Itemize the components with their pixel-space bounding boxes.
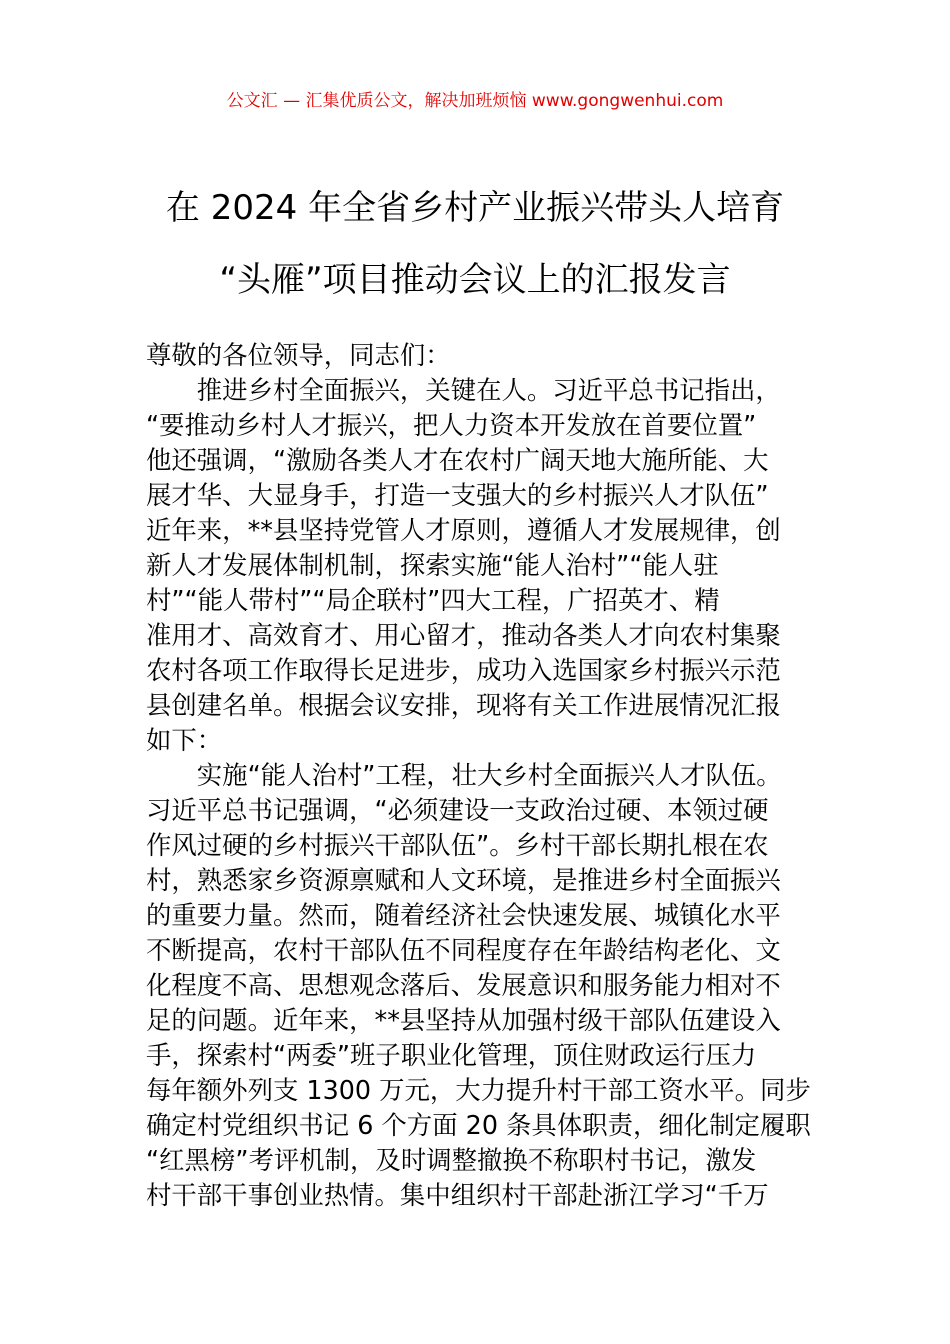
body-line: 实施“能人治村”工程，壮大乡村全面振兴人才队伍。 bbox=[146, 760, 782, 790]
body-line: 作风过硬的乡村振兴干部队伍”。乡村干部长期扎根在农 bbox=[146, 830, 769, 860]
body-line: 习近平总书记强调，“必须建设一支政治过硬、本领过硬 bbox=[146, 795, 769, 825]
body-line: 村干部干事创业热情。集中组织村干部赴浙江学习“千万 bbox=[146, 1180, 769, 1210]
body-line: 准用才、高效育才、用心留才，推动各类人才向农村集聚 bbox=[146, 620, 781, 650]
body-line: 不断提高，农村干部队伍不同程度存在年龄结构老化、文 bbox=[146, 935, 781, 965]
body-line: 每年额外列支 1300 万元，大力提升村干部工资水平。同步 bbox=[146, 1075, 811, 1105]
body-line: 手，探索村“两委”班子职业化管理，顶住财政运行压力 bbox=[146, 1040, 757, 1070]
body-line: 足的问题。近年来，**县坚持从加强村级干部队伍建设入 bbox=[146, 1005, 781, 1035]
body-line: 确定村党组织书记 6 个方面 20 条具体职责，细化制定履职 bbox=[146, 1110, 811, 1140]
body-line: 推进乡村全面振兴，关键在人。习近平总书记指出， bbox=[146, 375, 781, 405]
body-line: 农村各项工作取得长足进步，成功入选国家乡村振兴示范 bbox=[146, 655, 781, 685]
body-line: 如下： bbox=[146, 725, 223, 755]
document-body bbox=[146, 338, 816, 1213]
body-line: 他还强调，“激励各类人才在农村广阔天地大施所能、大 bbox=[146, 445, 769, 475]
body-line: “要推动乡村人才振兴，把人力资本开发放在首要位置” bbox=[146, 410, 757, 440]
body-line: 的重要力量。然而，随着经济社会快速发展、城镇化水平 bbox=[146, 900, 781, 930]
body-line: 化程度不高、思想观念落后、发展意识和服务能力相对不 bbox=[146, 970, 781, 1000]
body-line: 尊敬的各位领导，同志们： bbox=[146, 340, 451, 370]
body-line: 新人才发展体制机制，探索实施“能人治村”“能人驻 bbox=[146, 550, 719, 580]
document-title-line-2: “头雁”项目推动会议上的汇报发言 bbox=[219, 260, 731, 300]
body-line: 村，熟悉家乡资源禀赋和人文环境，是推进乡村全面振兴 bbox=[146, 865, 781, 895]
body-line: 展才华、大显身手，打造一支强大的乡村振兴人才队伍” bbox=[146, 480, 769, 510]
body-line: 村”“能人带村”“局企联村”四大工程，广招英才、精 bbox=[146, 585, 720, 615]
body-line: 县创建名单。根据会议安排，现将有关工作进展情况汇报 bbox=[146, 690, 781, 720]
body-line: 近年来，**县坚持党管人才原则，遵循人才发展规律，创 bbox=[146, 515, 781, 545]
document-title-line-1: 在 2024 年全省乡村产业振兴带头人培育 bbox=[165, 188, 785, 228]
body-line: “红黑榜”考评机制，及时调整撤换不称职村书记，激发 bbox=[146, 1145, 757, 1175]
site-banner: 公文汇 — 汇集优质公文，解决加班烦恼 www.gongwenhui.com bbox=[226, 91, 724, 111]
